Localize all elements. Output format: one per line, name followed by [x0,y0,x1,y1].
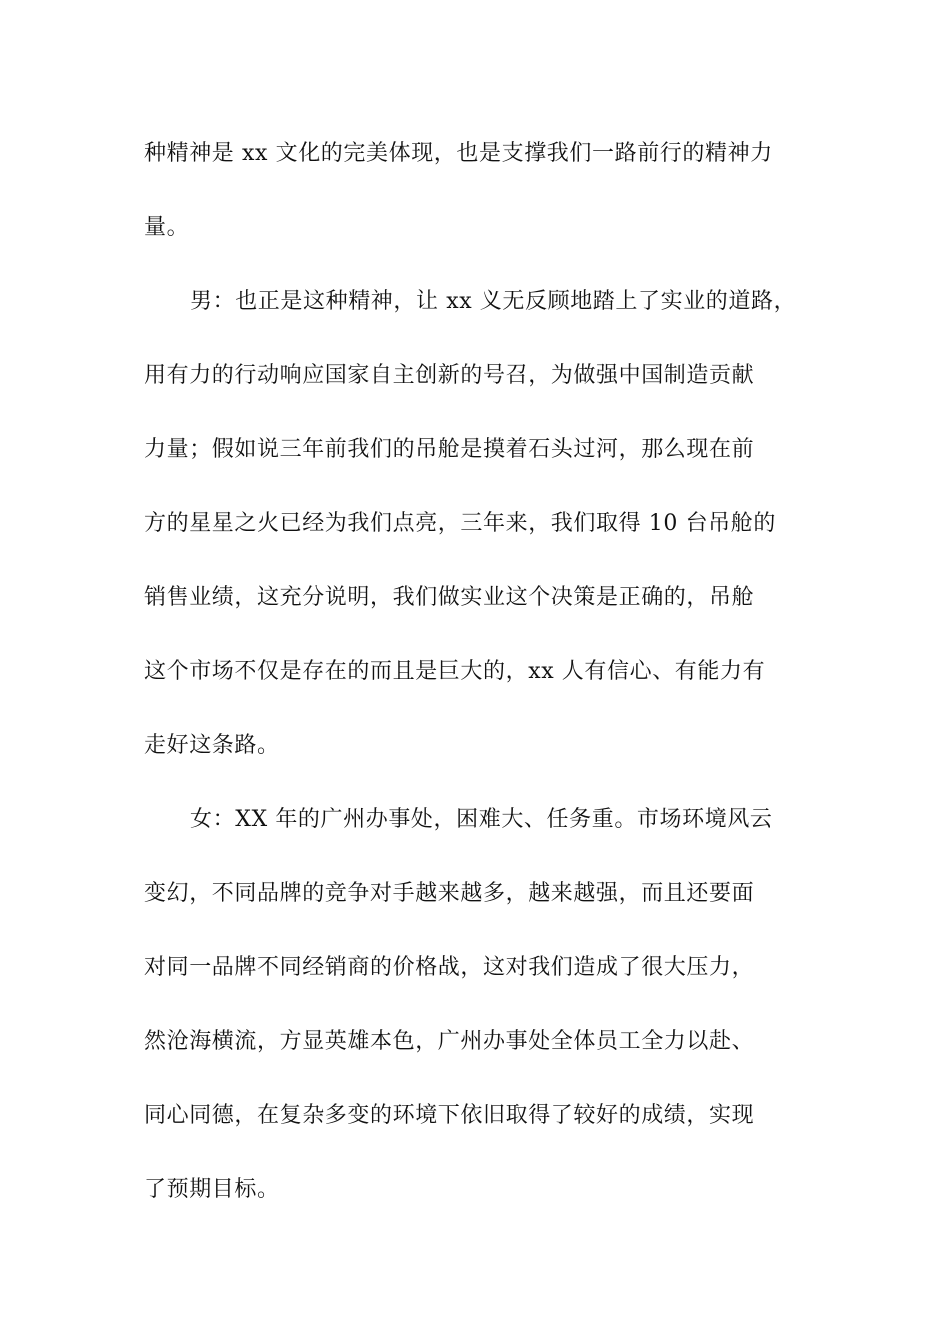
text-line: 这个市场不仅是存在的而且是巨大的，xx 人有信心、有能力有 [144,659,766,684]
text-line: 种精神是 xx 文化的完美体现，也是支撑我们一路前行的精神力 [144,141,773,166]
text-line: 量。 [144,215,190,240]
text-line: 走好这条路。 [144,733,280,758]
text-line: 销售业绩，这充分说明，我们做实业这个决策是正确的，吊舱 [144,585,755,610]
paragraph-start-line: 男：也正是这种精神，让 xx 义无反顾地踏上了实业的道路， [190,289,797,314]
text-line: 用有力的行动响应国家自主创新的号召，为做强中国制造贡献 [144,363,755,388]
text-line: 了预期目标。 [144,1177,280,1202]
text-line: 然沧海横流，方显英雄本色，广州办事处全体员工全力以赴、 [144,1029,755,1054]
text-line: 方的星星之火已经为我们点亮，三年来，我们取得 10 台吊舱的 [144,511,776,536]
text-line: 力量；假如说三年前我们的吊舱是摸着石头过河，那么现在前 [144,437,755,462]
body-text [144,131,834,1241]
paragraph-start-line: 女：XX 年的广州办事处，困难大、任务重。市场环境风云 [190,807,773,832]
text-line: 对同一品牌不同经销商的价格战，这对我们造成了很大压力， [144,955,755,980]
text-line: 同心同德，在复杂多变的环境下依旧取得了较好的成绩，实现 [144,1103,755,1128]
text-line: 变幻，不同品牌的竞争对手越来越多，越来越强，而且还要面 [144,881,755,906]
